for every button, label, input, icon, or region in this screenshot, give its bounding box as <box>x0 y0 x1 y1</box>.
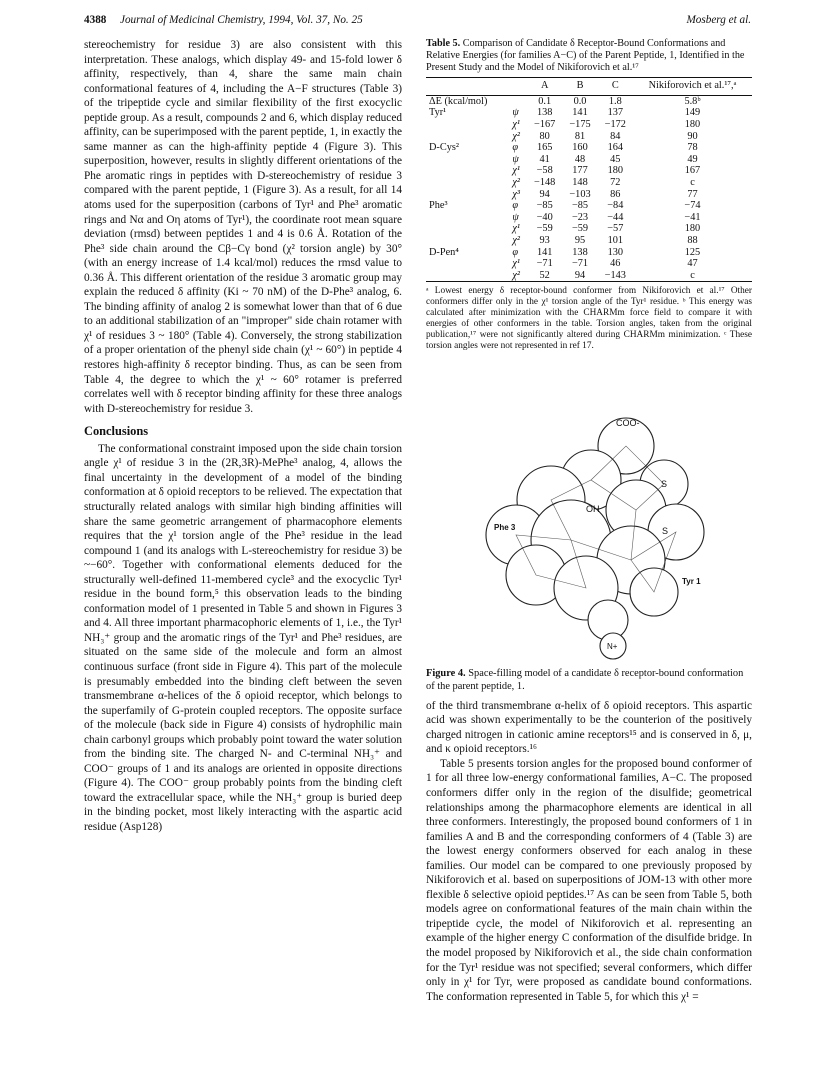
section-heading: Conclusions <box>84 424 149 439</box>
body-paragraph: The conformational constraint imposed upon the side chain torsion angle χ¹ of residue 3 in the (2R,3R)-MePhe³ analog, 4, allows the final uncertainty in the development of a model of the binding conformation at δ opioid receptors to be relieved. The expectation that structurally related analogs with similar high binding affinities will share the same geometric arrangement of pharmacophore elements requires that the χ¹ torsion angle of the Phe³ residue in the lead compound 1 (and its analogs with L-stereochemistry for residue 3) be ~−60°. Together with conformational elements deduced for the structurally well-defined 11-membered cycle³ and the exocyclic Tyr¹ residue in the bound form,⁵ this observation leads to the binding conformation model of 1 presented in Table 5 and shown in Figures 3 and 4. All three important pharmacophoric elements of 1, i.e., the Tyr¹ NH₃⁺ group and the aromatic rings of the Tyr¹ and Phe³ residues, are situated on the same side of the molecule and form an almost continuous surface (front side in Figure 4). This part of the molecule is presumably embedded into the binding cleft between the seven transmembrane α-helices of the δ opioid receptor, which belongs to the superfamily of G-protein coupled receptors. The opposite surface of the molecule (back side in Figure 4) consists of hydrophilic main chain carbonyl groups which probably point toward the water solution from the binding site. The charged N- and C-terminal NH₃⁺ and COO⁻ groups of 1 and its analogs are oriented in opposite directions (Figure 4). The COO⁻ group probably points from the binding cleft toward the extracellular space, while the NH₃⁺ group is buried deep in the binding pocket, most likely interacting with the aspartic acid residue (Asp128) <box>84 442 402 833</box>
table-cell: −148 <box>534 176 556 188</box>
table-cell: 149 <box>684 107 701 119</box>
table-cell: 5.8ᵇ <box>684 95 701 107</box>
sulfur-label: S <box>662 526 669 537</box>
table-cell: −44 <box>607 211 624 223</box>
table-header-cell <box>426 78 509 96</box>
table-cell: −58 <box>536 165 553 177</box>
table-caption <box>426 38 752 74</box>
table-cell: 95 <box>574 234 586 246</box>
table-cell: χ¹ <box>512 165 521 177</box>
figure-caption <box>426 668 752 692</box>
table-cell: 94 <box>562 270 597 282</box>
table-cell: 165 <box>536 142 553 154</box>
table-row <box>426 258 752 270</box>
table-cell: −85 <box>536 200 553 212</box>
table-cell: 164 <box>607 142 624 154</box>
table-cell: 141 <box>572 107 588 119</box>
body-paragraph: stereochemistry for residue 3) are also consistent with this interpretation. These analogs, which display 49- and 15-fold lower δ affinity, respectively, than 4, share the same main chain conformational features of 4, including the A−F structures (Table 3) of the tripeptide cycle and similar flexibility of the first exocyclic peptide group. As a result, compounds 2 and 6, which display reduced affinity, can be superimposed with the parent peptide, 1, in exactly the same manner as can the high-affinity peptide 4 (Figure 3). This superposition, however, results in slightly different orientations of the Phe aromatic rings in peptides with D-stereochemistry of residue 3 compared with the parent peptide, 1 (Figure 3). As a result, for all 14 atoms used for the superposition (carbons of Tyr¹ and Phe³ aromatic rings and Nα and Oη atoms of Tyr¹), the coordinate root mean square deviation (rmsd) between peptides 1 and 4 is 0.6 Å. Rotation of the Phe³ side chain around the Cβ−Cγ bond (χ² torsion angle) by 30° (with an energy increase of 1.4 kcal/mol) reduces the rmsd value to 0.36 Å. This different orientation of the residue 3 aromatic group may explain the reduced δ affinity (Ki ~ 70 nM) of the D-Phe³ analog, 6. The binding affinity of analog 2 is somewhat lower than that of 6 due to an additional stabilization of an "improper" side chain rotamer with χ¹ of residues 3 ~ 180° (Table 4). Conversely, the strong stabilization of a proper orientation of the phenyl side chain (χ¹ ~ 60°) in peptide 4 restores high-affinity δ receptor binding. Thus, as can be seen from Table 4, the degree to which the χ¹ ~ 60° rotamer is preferred correlates well with δ receptor binding affinity for these three analogs with D-stereochemistry for residue 3. <box>84 39 402 415</box>
table-row <box>426 189 752 201</box>
journal-citation: Journal of Medicinal Chemistry, 1994, Vol. 37, No. 25 <box>120 14 363 26</box>
table-cell: 94 <box>539 188 550 200</box>
table-row <box>426 95 752 107</box>
table-row <box>426 165 752 177</box>
table-cell: χ² <box>512 176 521 188</box>
table-label: Table 5. <box>426 38 461 49</box>
table-cell: 80 <box>539 130 550 142</box>
table-cell <box>426 270 509 282</box>
table-cell: χ¹ <box>512 119 521 131</box>
table-body <box>426 95 752 282</box>
space-filling-model-drawing <box>426 360 752 660</box>
table-cell: 77 <box>687 188 698 200</box>
table-cell: 130 <box>607 246 624 258</box>
table-cell: −143 <box>598 270 633 282</box>
table-row <box>426 154 752 166</box>
table-cell: χ² <box>512 130 521 142</box>
table-cell: D-Cys² <box>429 142 459 154</box>
table-cell: 138 <box>572 246 588 258</box>
running-header <box>84 14 751 30</box>
table-cell: 78 <box>687 142 698 154</box>
figure-label: Figure 4. <box>426 668 466 680</box>
table-header-row <box>426 78 752 96</box>
table-row <box>426 247 752 259</box>
table-cell: c <box>690 176 695 188</box>
table-cell: −172 <box>604 119 626 131</box>
table-cell: 48 <box>574 153 586 165</box>
table-cell: 72 <box>610 176 621 188</box>
table-cell: −71 <box>536 258 553 270</box>
table-cell: 46 <box>610 258 621 270</box>
table-header-cell <box>509 78 527 96</box>
table-cell: 101 <box>607 234 624 246</box>
table-cell: ΔE (kcal/mol) <box>429 95 488 107</box>
page-number: 4388 <box>84 14 107 26</box>
table-cell: χ² <box>509 270 527 282</box>
table-cell: −85 <box>571 200 589 212</box>
table-row <box>426 107 752 119</box>
table-cell: D-Pen⁴ <box>429 246 459 258</box>
table-row <box>426 131 752 143</box>
table-cell <box>426 154 509 166</box>
body-paragraph: of the third transmembrane α-helix of δ opioid receptors. This aspartic acid was shown experimentally to be the counterion of the positively charged nitrogen in cationic amine receptors¹⁵ and is conserved in δ, μ, and κ opioid receptors.¹⁶ <box>426 699 752 756</box>
table-header-cell: A <box>527 78 562 96</box>
table-cell: −71 <box>571 258 589 270</box>
table-cell: −57 <box>607 223 624 235</box>
table-cell: χ³ <box>512 188 521 200</box>
table-cell: Tyr¹ <box>429 107 447 119</box>
table-row <box>426 177 752 189</box>
table-header-cell: B <box>562 78 597 96</box>
table-row <box>426 119 752 131</box>
table-cell: −84 <box>607 200 624 212</box>
table-cell: 1.8 <box>608 95 622 107</box>
table-cell: −74 <box>684 200 701 212</box>
n-plus-label: N+ <box>607 642 618 652</box>
right-column <box>426 38 752 1004</box>
table-caption-text: Comparison of Candidate δ Receptor-Bound Conformations and Relative Energies (for families A−C) of the Parent Peptide, 1, Identified in the Present Study and the Model of Nikiforovich et al.¹⁷ <box>426 38 745 74</box>
table-cell: 148 <box>572 176 588 188</box>
table-cell: 0.1 <box>538 95 552 107</box>
table-row <box>426 235 752 247</box>
table-cell: 0.0 <box>573 95 587 107</box>
table-header-cell: C <box>598 78 633 96</box>
table-cell: 180 <box>607 165 624 177</box>
table-cell: 125 <box>684 246 701 258</box>
table-cell <box>426 212 509 224</box>
table-cell: 86 <box>610 188 621 200</box>
table-cell <box>509 95 527 107</box>
table-cell: −59 <box>536 223 553 235</box>
table-row <box>426 200 752 212</box>
table-cell: −41 <box>684 211 701 223</box>
table-cell <box>426 235 509 247</box>
table-cell <box>426 119 509 131</box>
table-cell: 52 <box>527 270 562 282</box>
table-cell: −23 <box>571 211 589 223</box>
table-cell: χ¹ <box>512 258 521 270</box>
table-row <box>426 223 752 235</box>
sulfur-label: S <box>661 479 668 490</box>
table-cell: −59 <box>571 223 589 235</box>
phe3-label: Phe 3 <box>494 523 516 533</box>
running-authors: Mosberg et al. <box>686 14 751 26</box>
table-cell: 141 <box>536 246 553 258</box>
table-cell: 137 <box>607 107 624 119</box>
table-cell <box>426 131 509 143</box>
table-cell <box>426 177 509 189</box>
table-cell <box>426 223 509 235</box>
table-row <box>426 270 752 282</box>
left-column <box>84 38 402 835</box>
table-cell: 84 <box>610 130 621 142</box>
body-paragraph: Table 5 presents torsion angles for the proposed bound conformer of 1 for all three low-energy conformational families, A−C. The proposed conformers differ only in the region of the disulfide; geometrical relationships among the pharmacophore elements are identical in all three conformers. Interestingly, the proposed bound conformers of 1 in families A and B and the corresponding conformers of 4 (Table 3) are the lowest energy conformers observed for each analog in these families. Our model can be compared to one previously proposed by Nikiforovich et al. based on superpositions of JOM-13 with other more flexible δ selective opioid peptides.¹⁷ As can be seen from Table 5, both models agree on conformational features of the main chain within the tripeptide cycle, the model of Nikiforovich et al. representing an example of the higher energy C conformation of the disulfide bridge. In the model proposed by Nikiforovich et al., the side chain conformation for the Tyr¹ residue was not specified; several conformers, which differ only in χ¹ for Tyr, were proposed as candidate bound conformations. The conformation represented in Table 5, for which this χ¹ = <box>426 757 752 1003</box>
table-cell: 160 <box>572 142 588 154</box>
table-cell: χ¹ <box>512 223 521 235</box>
table-cell: ψ <box>512 211 519 223</box>
table-cell: 41 <box>539 153 550 165</box>
table-cell: 81 <box>574 130 586 142</box>
table-cell: 88 <box>687 234 698 246</box>
table-cell: −175 <box>569 119 591 131</box>
table-cell: 47 <box>687 258 698 270</box>
table-header-cell: Nikiforovich et al.¹⁷,ᵃ <box>633 78 752 96</box>
coo-label: COO- <box>616 418 640 429</box>
table-cell: φ <box>512 200 519 212</box>
oh-label: OH <box>586 504 600 515</box>
table-cell: φ <box>512 246 519 258</box>
table-row <box>426 142 752 154</box>
tyr1-label: Tyr 1 <box>682 577 701 587</box>
torsion-angle-table <box>426 77 752 282</box>
table-cell: −40 <box>536 211 553 223</box>
table-cell: 167 <box>684 165 701 177</box>
table-cell <box>426 165 509 177</box>
table-cell: c <box>633 270 752 282</box>
figure-caption-text: Space-filling model of a candidate δ receptor-bound conformation of the parent peptide, 1. <box>426 668 744 692</box>
table-cell: 180 <box>684 223 701 235</box>
table-footnotes: ᵃ Lowest energy δ receptor-bound conformer from Nikiforovich et al.¹⁷ Other conformers differ only in the χ¹ torsion angle of the Tyr¹ residue. ᵇ This energy was calculated after minimization with the CHARMm force field to compare it with energies of other conformers in the table. Torsion angles, taken from the original publication,¹⁷ were not significantly altered during CHARMm minimization. ᶜ These torsion angles were not represented in ref 17. <box>426 286 752 352</box>
table-cell: 90 <box>687 130 698 142</box>
table-cell: χ² <box>512 234 521 246</box>
table-row <box>426 212 752 224</box>
table-cell: 180 <box>684 119 701 131</box>
table-cell: 49 <box>687 153 698 165</box>
table-cell: φ <box>512 142 519 154</box>
table-cell: 138 <box>536 107 553 119</box>
table-cell: 177 <box>572 165 588 177</box>
table-cell: −103 <box>569 188 591 200</box>
table-cell: 93 <box>539 234 550 246</box>
table-cell: ψ <box>512 107 519 119</box>
table-cell <box>426 258 509 270</box>
table-cell: Phe³ <box>429 200 448 212</box>
table-cell: ψ <box>512 153 519 165</box>
figure-4-space-filling-model <box>426 360 752 660</box>
table-cell <box>426 189 509 201</box>
table-cell: 45 <box>610 153 621 165</box>
table-cell: −167 <box>534 119 556 131</box>
